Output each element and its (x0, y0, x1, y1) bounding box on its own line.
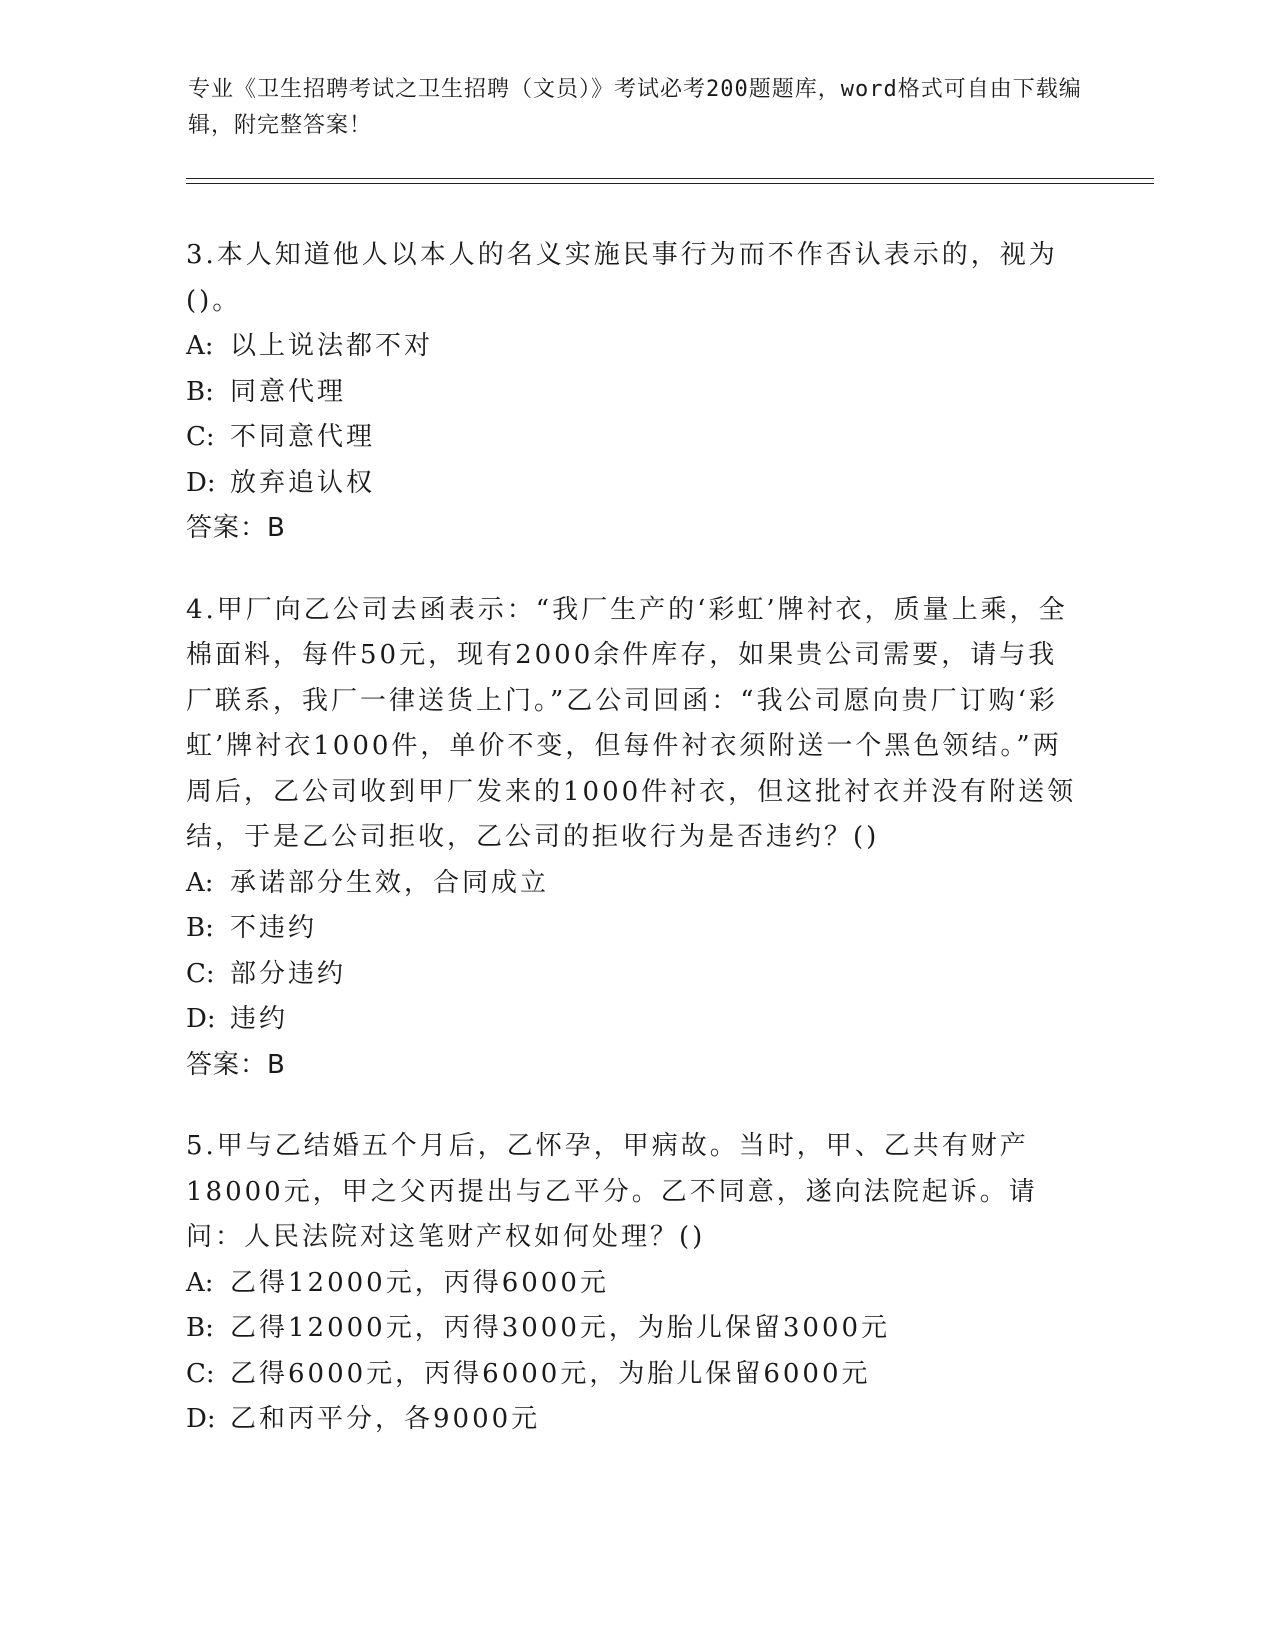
option-c (186, 415, 1086, 461)
option-key: D: (186, 1004, 216, 1034)
option-a (186, 324, 1086, 370)
answer-line: 答案：B (186, 513, 286, 543)
option-key: D: (186, 1404, 216, 1434)
option-a (186, 861, 1086, 907)
option-key: C: (186, 422, 215, 452)
question-4 (186, 588, 1086, 1089)
option-b (186, 370, 1086, 416)
option-c (186, 952, 1086, 998)
option-key: C: (186, 958, 215, 989)
option-key: B: (186, 376, 214, 407)
question-3 (186, 233, 1086, 552)
option-b (186, 906, 1086, 952)
option-text: 乙得12000元，丙得3000元，为胎儿保留3000元 (230, 1313, 891, 1343)
header-divider-bottom (186, 183, 1154, 184)
option-text: 以上说法都不对 (230, 331, 434, 361)
option-d (186, 461, 1086, 507)
option-text: 乙得12000元，丙得6000元 (230, 1267, 609, 1298)
option-text: 承诺部分生效，合同成立 (230, 867, 550, 898)
option-text: 同意代理 (230, 376, 347, 407)
option-d (186, 997, 1086, 1043)
option-text: 部分违约 (230, 958, 347, 989)
option-key: A: (186, 331, 214, 361)
question-text: 3.本人知道他人以本人的名义实施民事行为而不作否认表示的，视为()。 (186, 240, 1058, 316)
option-key: B: (186, 1313, 214, 1343)
answer-line: 答案：B (186, 1049, 286, 1080)
question-text: 5.甲与乙结婚五个月后，乙怀孕，甲病故。当时，甲、乙共有财产18000元，甲之父丙提出与乙平分。乙不同意，遂向法院起诉。请问：人民法院对这笔财产权如何处理？() (186, 1131, 1038, 1252)
option-b (186, 1306, 1086, 1352)
question-text: 4.甲厂向乙公司去函表示：“我厂生产的‘彩虹’牌衬衣，质量上乘，全棉面料，每件50元，现有2000余件库存，如果贵公司需要，请与我厂联系，我厂一律送货上门。”乙公司回函：“我公司愿向贵厂订购‘彩虹’牌衬衣1000件，单价不变，但每件衬衣须附送一个黑色领结。”两周后，乙公司收到甲厂发来的1000件衬衣，但这批衬衣并没有附送领结，于是乙公司拒收，乙公司的拒收行为是否违约？() (186, 594, 1077, 852)
option-text: 乙和丙平分，各9000元 (230, 1404, 541, 1434)
document-header: 专业《卫生招聘考试之卫生招聘（文员）》考试必考200题题库，word格式可自由下载编辑，附完整答案！ (188, 77, 1082, 138)
option-text: 不同意代理 (230, 422, 376, 452)
option-key: A: (186, 1267, 214, 1298)
option-text: 乙得6000元，丙得6000元，为胎儿保留6000元 (230, 1358, 871, 1389)
option-key: A: (186, 867, 214, 898)
option-key: C: (186, 1358, 215, 1389)
option-c (186, 1352, 1086, 1398)
option-a (186, 1261, 1086, 1307)
option-key: B: (186, 913, 214, 943)
option-key: D: (186, 467, 216, 498)
option-text: 放弃追认权 (230, 467, 376, 498)
option-text: 不违约 (230, 913, 318, 943)
question-5 (186, 1124, 1086, 1443)
header-divider-top (186, 178, 1154, 179)
option-text: 违约 (230, 1004, 289, 1034)
question-list (186, 233, 1086, 1479)
option-d (186, 1397, 1086, 1443)
